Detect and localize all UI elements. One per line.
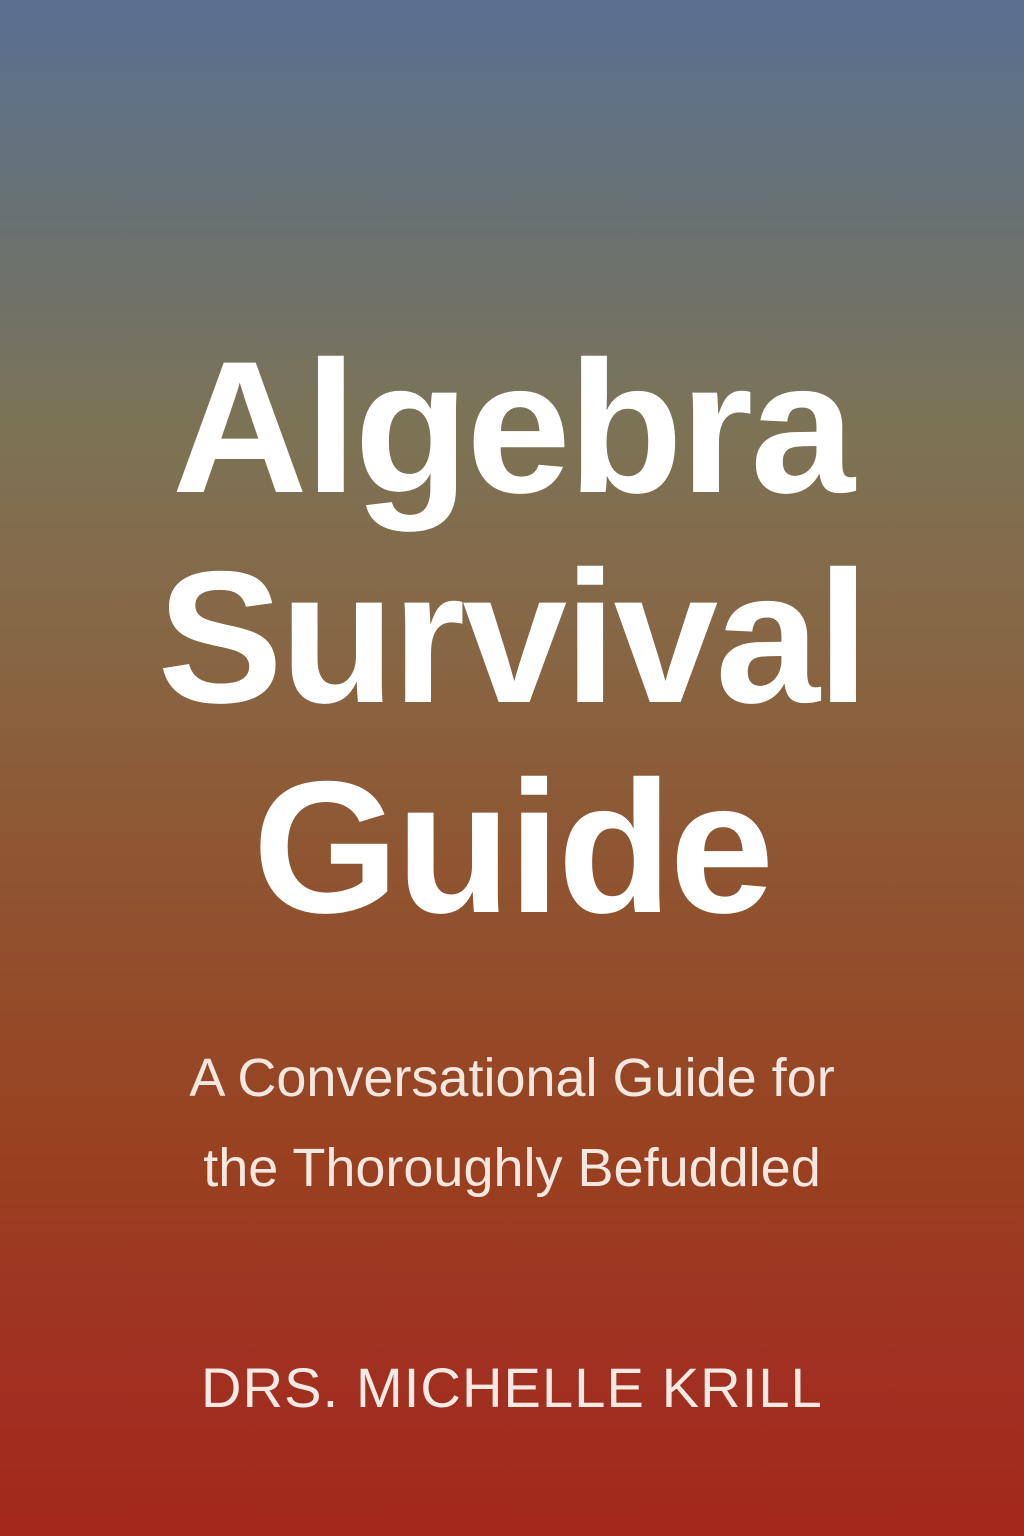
book-subtitle [0,1033,1024,1213]
book-author: DRS. MICHELLE KRILL [201,1356,823,1419]
book-title-line-2: Survival [157,531,867,742]
book-subtitle-line-1: A Conversational Guide for [189,1047,835,1108]
book-title-line-1: Algebra [171,321,853,532]
book-title-line-3: Guide [252,741,772,952]
book-subtitle-line-2: the Thoroughly Befuddled [203,1137,821,1198]
book-title [0,322,1024,952]
